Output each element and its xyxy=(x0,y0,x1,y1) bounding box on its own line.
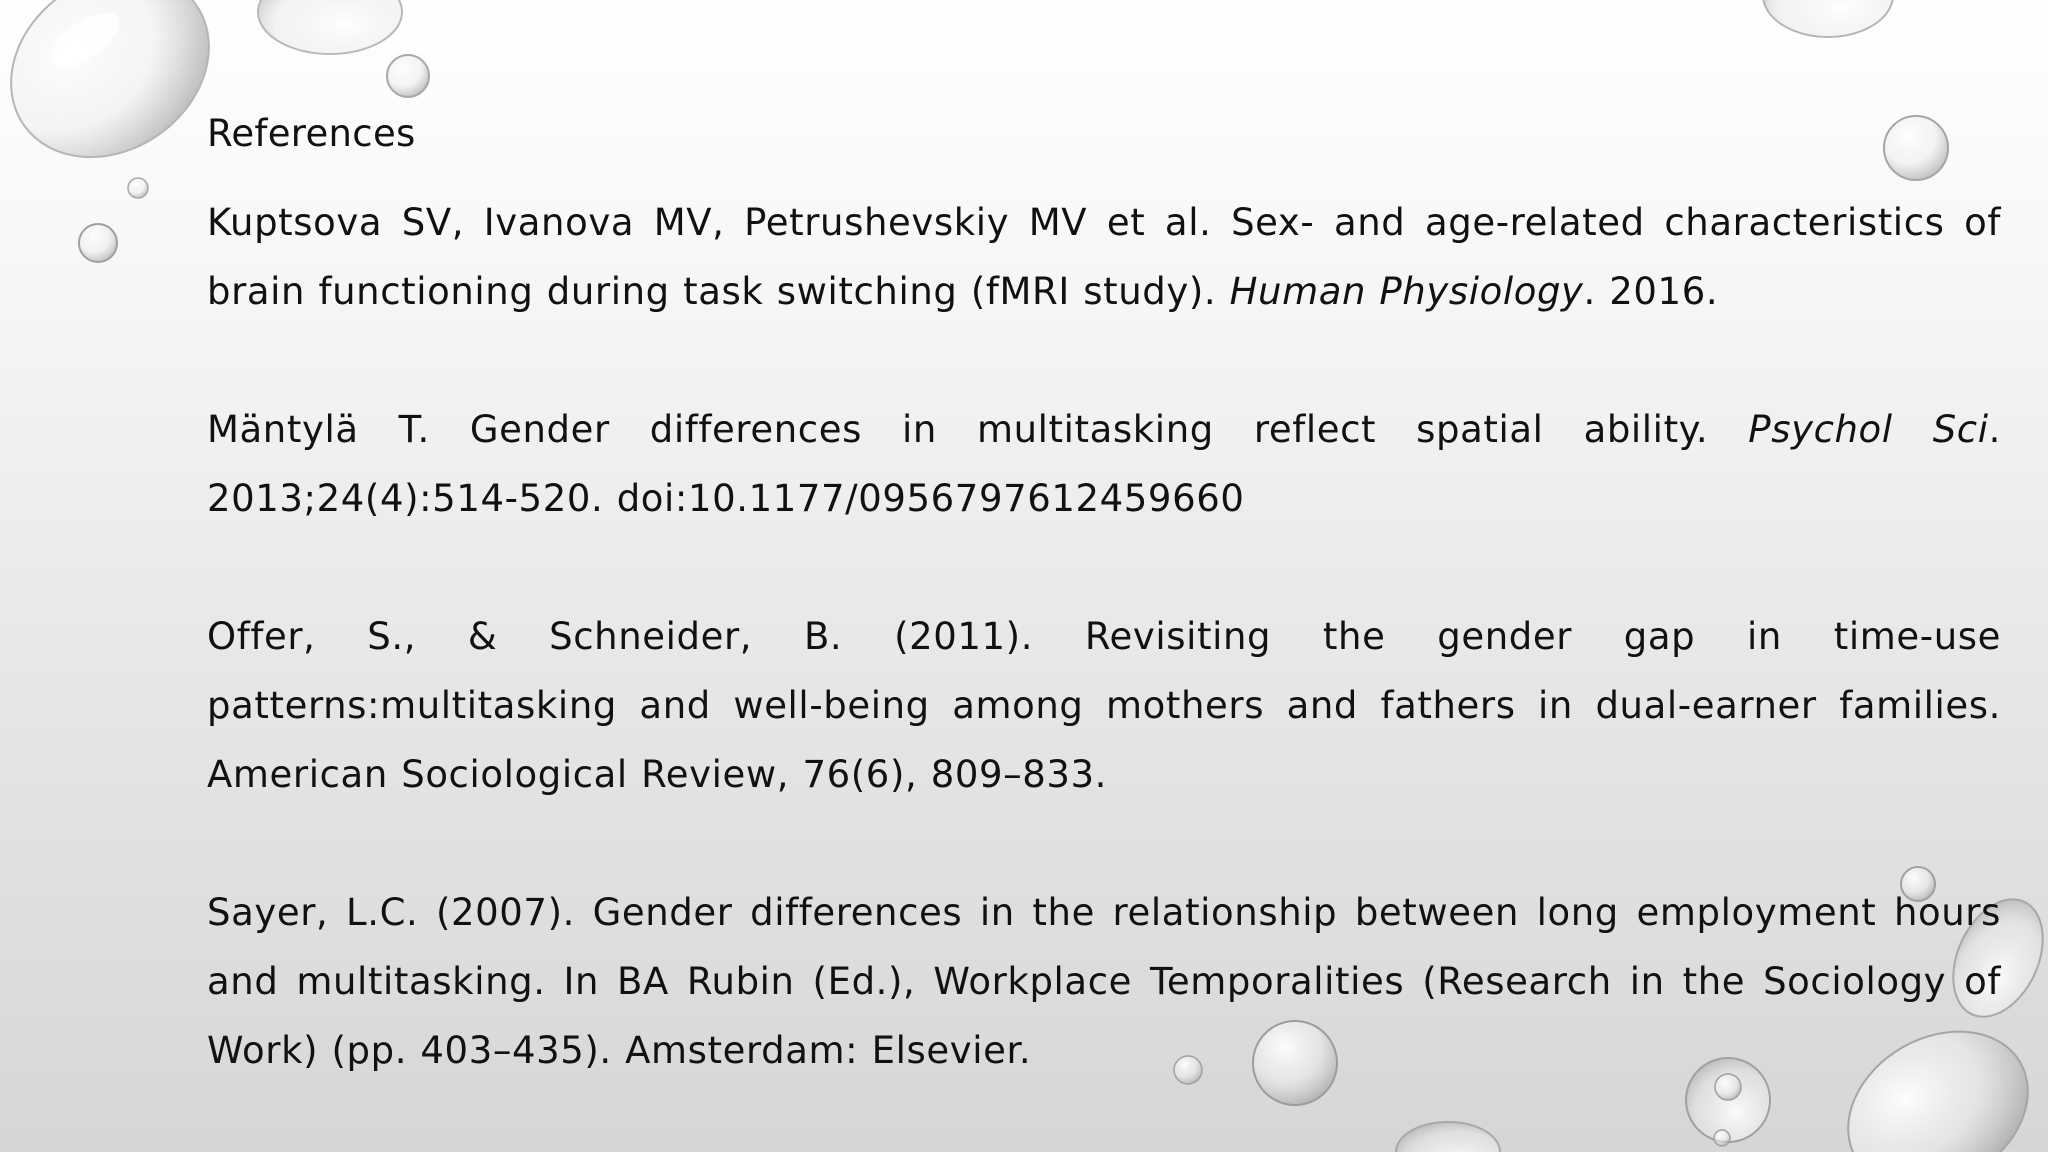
references-heading: References xyxy=(207,112,416,155)
reference-item xyxy=(207,602,2001,809)
reference-text-end: . 2016. xyxy=(1583,270,1719,313)
reference-item xyxy=(207,188,2001,326)
reference-text: Sayer, L.C. (2007). Gender differences in the relationship between long employment hours and multitasking. In BA Rubin (Ed.), Workplace Temporalities (Research in the Sociology of Work) (pp. 403–435). Amsterdam: Elsevier. xyxy=(207,891,2001,1072)
reference-text: Mäntylä T. Gender differences in multitasking reflect spatial ability. xyxy=(207,408,1749,451)
reference-item xyxy=(207,878,2001,1085)
drop-top-left-medium xyxy=(258,0,402,54)
reference-journal: Psychol Sci xyxy=(1748,408,1989,451)
reference-text-end: . 2013;24(4):514-520. doi:10.1177/0956797612459660 xyxy=(207,408,2001,520)
references-content xyxy=(207,106,2001,1152)
reference-journal: Human Physiology xyxy=(1229,270,1584,313)
reference-text: Offer, S., & Schneider, B. (2011). Revisiting the gender gap in time-use patterns:multitasking and well-being among mothers and fathers in dual-earner families. American Sociological Review, 76(6), 809–833. xyxy=(207,615,2001,796)
reference-text: Kuptsova SV, Ivanova MV, Petrushevskiy MV et al. Sex- and age-related characteristics of brain functioning during task switching (fMRI study). xyxy=(207,201,2001,313)
reference-item xyxy=(207,395,2001,533)
